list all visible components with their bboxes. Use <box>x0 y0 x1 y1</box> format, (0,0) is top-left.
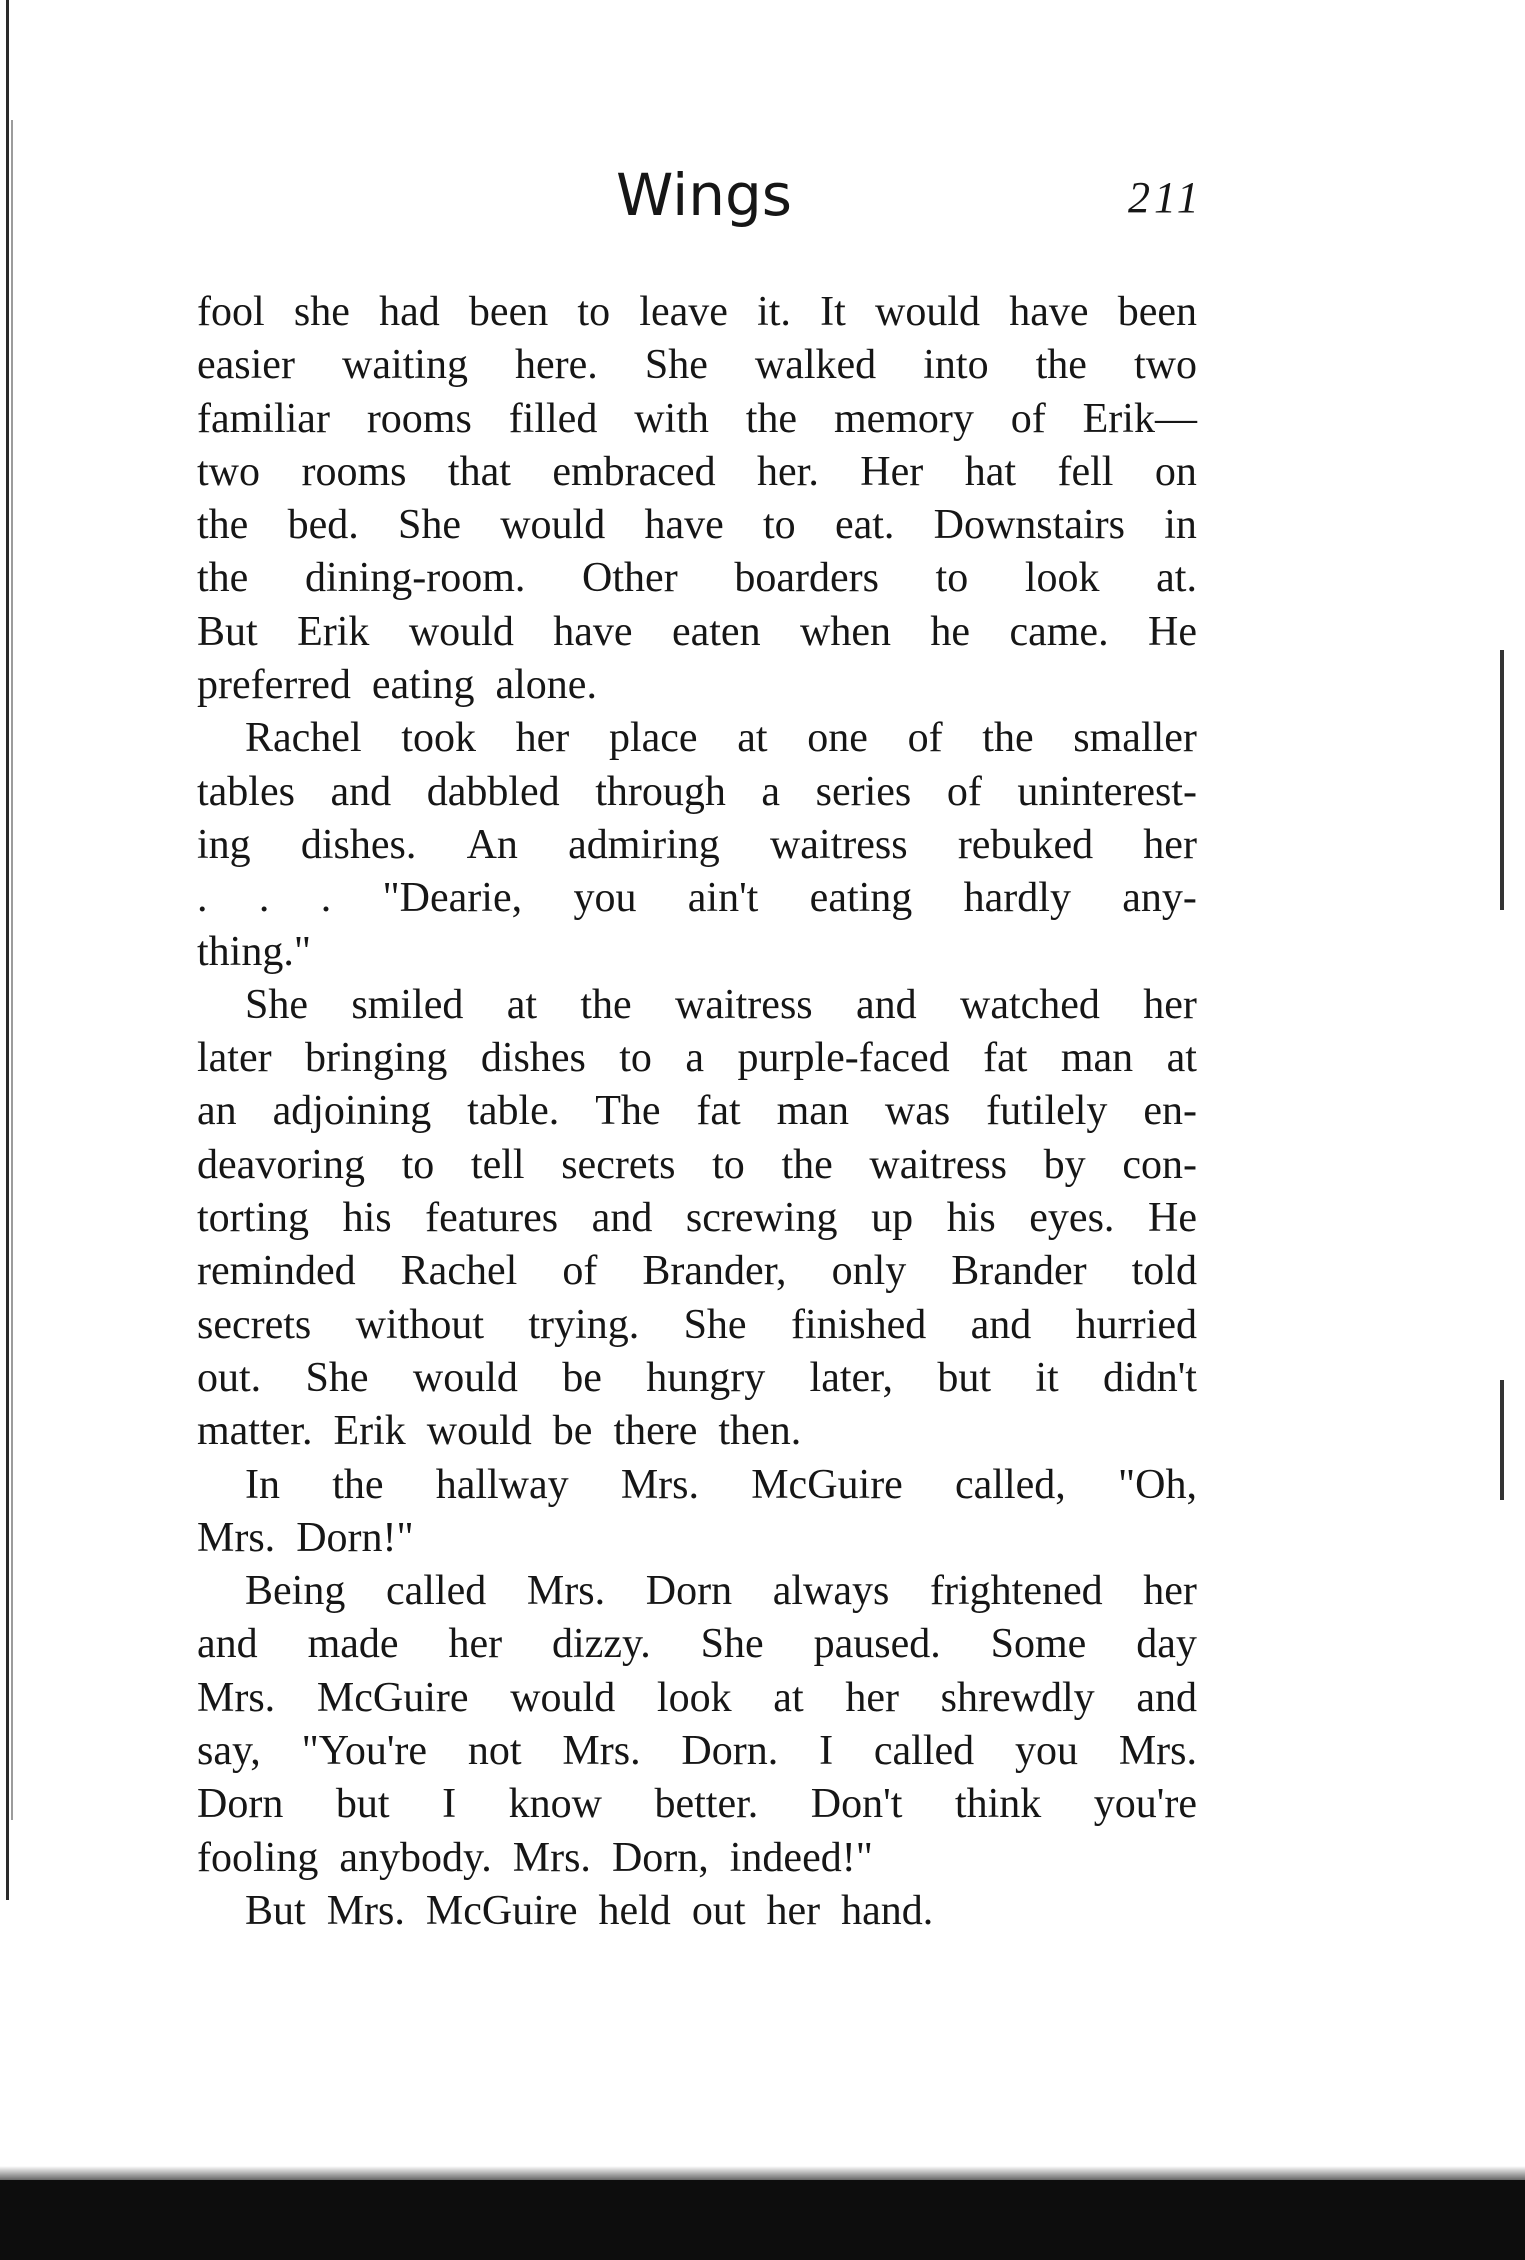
word: Erik <box>333 1408 406 1455</box>
word: would <box>500 502 606 549</box>
word: didn't <box>1103 1354 1197 1401</box>
word: one <box>807 715 868 762</box>
word: out. <box>197 1354 262 1401</box>
word: walked <box>754 342 877 389</box>
word: hand. <box>841 1887 934 1934</box>
word: in <box>1164 502 1197 549</box>
word: at. <box>1156 555 1197 602</box>
word: trying. <box>528 1301 640 1348</box>
word: Dorn <box>645 1568 733 1615</box>
word: made <box>307 1621 399 1668</box>
word: his <box>946 1195 996 1242</box>
word: dining-room. <box>304 555 526 602</box>
word: it <box>1035 1354 1059 1401</box>
scan-mark-right-lower <box>1500 1380 1504 1500</box>
word: waitress <box>769 821 908 868</box>
page-binding-shadow <box>11 120 13 1820</box>
word: en- <box>1143 1088 1197 1135</box>
word: later, <box>809 1354 893 1401</box>
word: only <box>831 1248 907 1295</box>
word: dishes <box>480 1035 586 1082</box>
word: here. <box>515 342 598 389</box>
word: the <box>1035 342 1087 389</box>
word: the <box>745 395 798 442</box>
word: her <box>845 1674 899 1721</box>
word: to <box>401 1141 435 1188</box>
word: I <box>819 1728 834 1775</box>
word: day <box>1136 1621 1197 1668</box>
page-number: 211 <box>1128 173 1203 222</box>
word: filled <box>508 395 598 442</box>
text-line <box>197 979 1197 1032</box>
word: Rachel <box>400 1248 518 1295</box>
word: leave <box>639 289 728 335</box>
text-line <box>197 286 1197 339</box>
word: he <box>930 608 971 655</box>
word: would <box>408 608 514 655</box>
word: out <box>691 1887 746 1934</box>
word: hallway <box>435 1461 569 1508</box>
word: eaten <box>671 608 761 655</box>
text-line <box>197 1299 1197 1352</box>
word: futilely <box>986 1088 1108 1135</box>
word: you're <box>1093 1781 1197 1828</box>
word: secrets <box>561 1141 676 1188</box>
word: to <box>935 555 969 602</box>
word: not <box>467 1728 522 1775</box>
word: alone. <box>495 662 597 709</box>
word: always <box>772 1568 890 1615</box>
word: later <box>197 1035 272 1082</box>
word: have <box>644 502 724 549</box>
word: came. <box>1009 608 1109 655</box>
word: Mrs. <box>197 1514 276 1561</box>
word: say, <box>197 1728 261 1775</box>
word: her <box>1143 821 1197 868</box>
text-line <box>197 1832 1197 1885</box>
text-line <box>197 552 1197 605</box>
text-line <box>197 339 1197 392</box>
word: a <box>761 768 781 815</box>
word: at <box>737 715 768 762</box>
page-binding-edge <box>6 0 9 1900</box>
word: waitress <box>869 1141 1008 1188</box>
word: the <box>781 1141 833 1188</box>
word: to <box>619 1035 652 1082</box>
word: hungry <box>646 1354 766 1401</box>
word: two <box>197 448 260 495</box>
word: fell <box>1057 448 1114 495</box>
word: called <box>873 1728 975 1775</box>
word: Mrs. <box>620 1461 700 1508</box>
word: dabbled <box>426 768 560 815</box>
word: adjoining <box>272 1088 432 1135</box>
scan-bottom-band <box>0 2180 1525 2260</box>
word: deavoring <box>197 1141 365 1188</box>
word: look <box>1024 555 1100 602</box>
word: admiring <box>568 821 720 868</box>
word: of <box>1010 395 1046 442</box>
word: waiting <box>341 342 468 389</box>
word: his <box>342 1195 392 1242</box>
word: rooms <box>366 395 472 442</box>
word: would <box>426 1408 532 1455</box>
word: her. <box>757 448 819 495</box>
word: place <box>608 715 698 762</box>
word: then. <box>718 1408 802 1455</box>
word: table. <box>467 1088 560 1135</box>
text-line <box>197 446 1197 499</box>
word: Dorn, <box>611 1834 709 1881</box>
word: . <box>320 875 332 922</box>
word: fat <box>696 1088 741 1135</box>
word: eating <box>371 662 475 709</box>
text-line <box>197 926 1197 979</box>
word: thing." <box>197 928 311 975</box>
word: In <box>245 1461 280 1508</box>
word: She <box>644 342 708 389</box>
word: it. <box>757 289 791 335</box>
word: at <box>506 981 537 1028</box>
word: Brander <box>951 1248 1087 1295</box>
word: with <box>634 395 709 442</box>
word: . <box>258 875 270 922</box>
word: you <box>1014 1728 1078 1775</box>
text-line <box>197 659 1197 712</box>
text-line <box>197 1085 1197 1138</box>
text-line <box>197 1459 1197 1512</box>
word: secrets <box>197 1301 312 1348</box>
text-line <box>197 1618 1197 1671</box>
word: you <box>573 875 637 922</box>
word: dizzy. <box>552 1621 651 1668</box>
word: better. <box>654 1781 759 1828</box>
word: uninterest- <box>1017 768 1197 815</box>
word: be <box>552 1408 593 1455</box>
text-line <box>197 1565 1197 1618</box>
word: know <box>508 1781 602 1828</box>
word: Brander, <box>642 1248 787 1295</box>
word: Being <box>245 1568 346 1615</box>
word: Mrs. <box>512 1834 591 1881</box>
word: Mrs. <box>562 1728 641 1775</box>
word: Rachel <box>245 715 362 762</box>
word: through <box>595 768 726 815</box>
word: He <box>1148 1195 1197 1242</box>
word: Some <box>990 1621 1087 1668</box>
word: the <box>197 502 249 549</box>
word: Mrs. <box>1118 1728 1197 1775</box>
word: would <box>412 1354 518 1401</box>
word: features <box>425 1195 559 1242</box>
word: "Dearie, <box>382 875 523 922</box>
word: eating <box>809 875 913 922</box>
word: but <box>937 1354 991 1401</box>
word: been <box>468 289 549 335</box>
word: eat. <box>834 502 895 549</box>
word: It <box>820 289 846 335</box>
word: the <box>580 981 632 1028</box>
word: took <box>401 715 476 762</box>
word: at <box>1166 1035 1197 1082</box>
text-line <box>197 1885 1197 1938</box>
word: I <box>442 1781 457 1828</box>
text-line <box>197 872 1197 925</box>
word: reminded <box>197 1248 356 1295</box>
word: waitress <box>675 981 813 1028</box>
word: McGuire <box>425 1887 578 1934</box>
text-line <box>197 712 1197 765</box>
text-line <box>197 1245 1197 1298</box>
word: told <box>1131 1248 1197 1295</box>
running-head-title: Wings <box>616 161 792 229</box>
word: called <box>385 1568 487 1615</box>
word: boarders <box>734 555 879 602</box>
word: on <box>1154 448 1197 495</box>
word: of <box>562 1248 598 1295</box>
word: matter. <box>197 1408 313 1455</box>
word: An <box>466 821 518 868</box>
word: would <box>510 1674 616 1721</box>
word: Dorn <box>197 1781 284 1828</box>
text-line <box>197 766 1197 819</box>
word: been <box>1117 289 1197 335</box>
word: to <box>763 502 796 549</box>
word: She <box>683 1301 747 1348</box>
word: smiled <box>351 981 464 1028</box>
word: man <box>1060 1035 1134 1082</box>
word: her <box>515 715 570 762</box>
word: "Oh, <box>1117 1461 1197 1508</box>
word: called, <box>955 1461 1066 1508</box>
word: watched <box>959 981 1100 1028</box>
word: Other <box>582 555 678 602</box>
word: and <box>330 768 392 815</box>
word: She <box>397 502 461 549</box>
word: ain't <box>687 875 759 922</box>
word: by <box>1043 1141 1086 1188</box>
word: Her <box>860 448 924 495</box>
word: easier <box>197 342 295 389</box>
word: tell <box>470 1141 525 1188</box>
text-line <box>197 1032 1197 1085</box>
text-line <box>197 1405 1197 1458</box>
text-line <box>197 1192 1197 1245</box>
word: be <box>562 1354 602 1401</box>
word: of <box>907 715 943 762</box>
word: without <box>355 1301 484 1348</box>
word: have <box>553 608 633 655</box>
text-line <box>197 1352 1197 1405</box>
word: hurried <box>1075 1301 1197 1348</box>
word: and <box>197 1621 258 1668</box>
word: She <box>245 981 308 1028</box>
word: hardly <box>963 875 1071 922</box>
word: tables <box>197 768 295 815</box>
word: her <box>1143 981 1197 1028</box>
word: but <box>335 1781 390 1828</box>
word: dishes. <box>300 821 417 868</box>
word: any- <box>1122 875 1197 922</box>
text-line <box>197 819 1197 872</box>
word: the <box>332 1461 384 1508</box>
text-line <box>197 1139 1197 1192</box>
word: have <box>1009 289 1089 335</box>
word: "You're <box>301 1728 428 1775</box>
word: and <box>855 981 917 1028</box>
word: paused. <box>813 1621 941 1668</box>
word: The <box>595 1088 661 1135</box>
word: But <box>197 608 258 655</box>
word: the <box>197 555 249 602</box>
word: McGuire <box>316 1674 469 1721</box>
scan-mark-right-upper <box>1500 650 1504 910</box>
word: up <box>871 1195 914 1242</box>
word: smaller <box>1073 715 1197 762</box>
word: held <box>598 1887 671 1934</box>
word: had <box>379 289 440 335</box>
word: She <box>305 1354 369 1401</box>
word: familiar <box>197 395 330 442</box>
word: a <box>685 1035 705 1082</box>
word: and <box>1136 1674 1197 1721</box>
word: rebuked <box>957 821 1094 868</box>
word: Erik— <box>1082 395 1197 442</box>
word: hat <box>964 448 1017 495</box>
word: Dorn. <box>681 1728 779 1775</box>
word: She <box>700 1621 764 1668</box>
text-line <box>197 1725 1197 1778</box>
word: But <box>245 1887 306 1934</box>
word: Mrs. <box>526 1568 606 1615</box>
word: embraced <box>552 448 716 495</box>
word: there <box>613 1408 698 1455</box>
word: the <box>982 715 1034 762</box>
word: Downstairs <box>933 502 1125 549</box>
word: and <box>970 1301 1032 1348</box>
word: Dorn!" <box>296 1514 414 1561</box>
word: and <box>591 1195 653 1242</box>
body-text <box>197 286 1197 1938</box>
word: bringing <box>305 1035 448 1082</box>
word: at <box>773 1674 804 1721</box>
word: memory <box>833 395 974 442</box>
text-line <box>197 1672 1197 1725</box>
word: fool <box>197 289 265 335</box>
word: rooms <box>301 448 407 495</box>
word: shrewdly <box>940 1674 1095 1721</box>
word: torting <box>197 1195 309 1242</box>
word: series <box>815 768 912 815</box>
word: to <box>712 1141 745 1188</box>
word: fooling <box>197 1834 319 1881</box>
word: bed. <box>287 502 359 549</box>
word: screwing <box>685 1195 838 1242</box>
word: con- <box>1122 1141 1197 1188</box>
word: two <box>1133 342 1197 389</box>
word: an <box>197 1088 237 1135</box>
word: would <box>875 289 980 335</box>
text-line <box>197 393 1197 446</box>
word: ing <box>197 821 251 868</box>
word: Mrs. <box>197 1674 276 1721</box>
word: He <box>1148 608 1197 655</box>
word: Erik <box>297 608 370 655</box>
text-line <box>197 499 1197 552</box>
word: her <box>766 1887 821 1934</box>
word: eyes. <box>1029 1195 1115 1242</box>
word: man <box>776 1088 849 1135</box>
word: was <box>884 1088 951 1135</box>
word: indeed!" <box>729 1834 873 1881</box>
word: her <box>1143 1568 1197 1615</box>
text-line <box>197 606 1197 659</box>
word: . <box>197 875 208 922</box>
word: to <box>577 289 611 335</box>
word: she <box>293 289 350 335</box>
word: frightened <box>930 1568 1103 1615</box>
word: her <box>448 1621 503 1668</box>
word: think <box>954 1781 1042 1828</box>
word: that <box>447 448 511 495</box>
text-line <box>197 1778 1197 1831</box>
word: McGuire <box>751 1461 903 1508</box>
word: purple-faced <box>737 1035 950 1082</box>
word: Mrs. <box>326 1887 405 1934</box>
word: anybody. <box>339 1834 492 1881</box>
word: finished <box>790 1301 927 1348</box>
word: fat <box>983 1035 1028 1082</box>
word: look <box>656 1674 732 1721</box>
word: into <box>923 342 989 389</box>
word: of <box>946 768 982 815</box>
word: when <box>800 608 891 655</box>
text-line <box>197 1512 1197 1565</box>
word: preferred <box>197 662 351 709</box>
word: Don't <box>810 1781 903 1828</box>
